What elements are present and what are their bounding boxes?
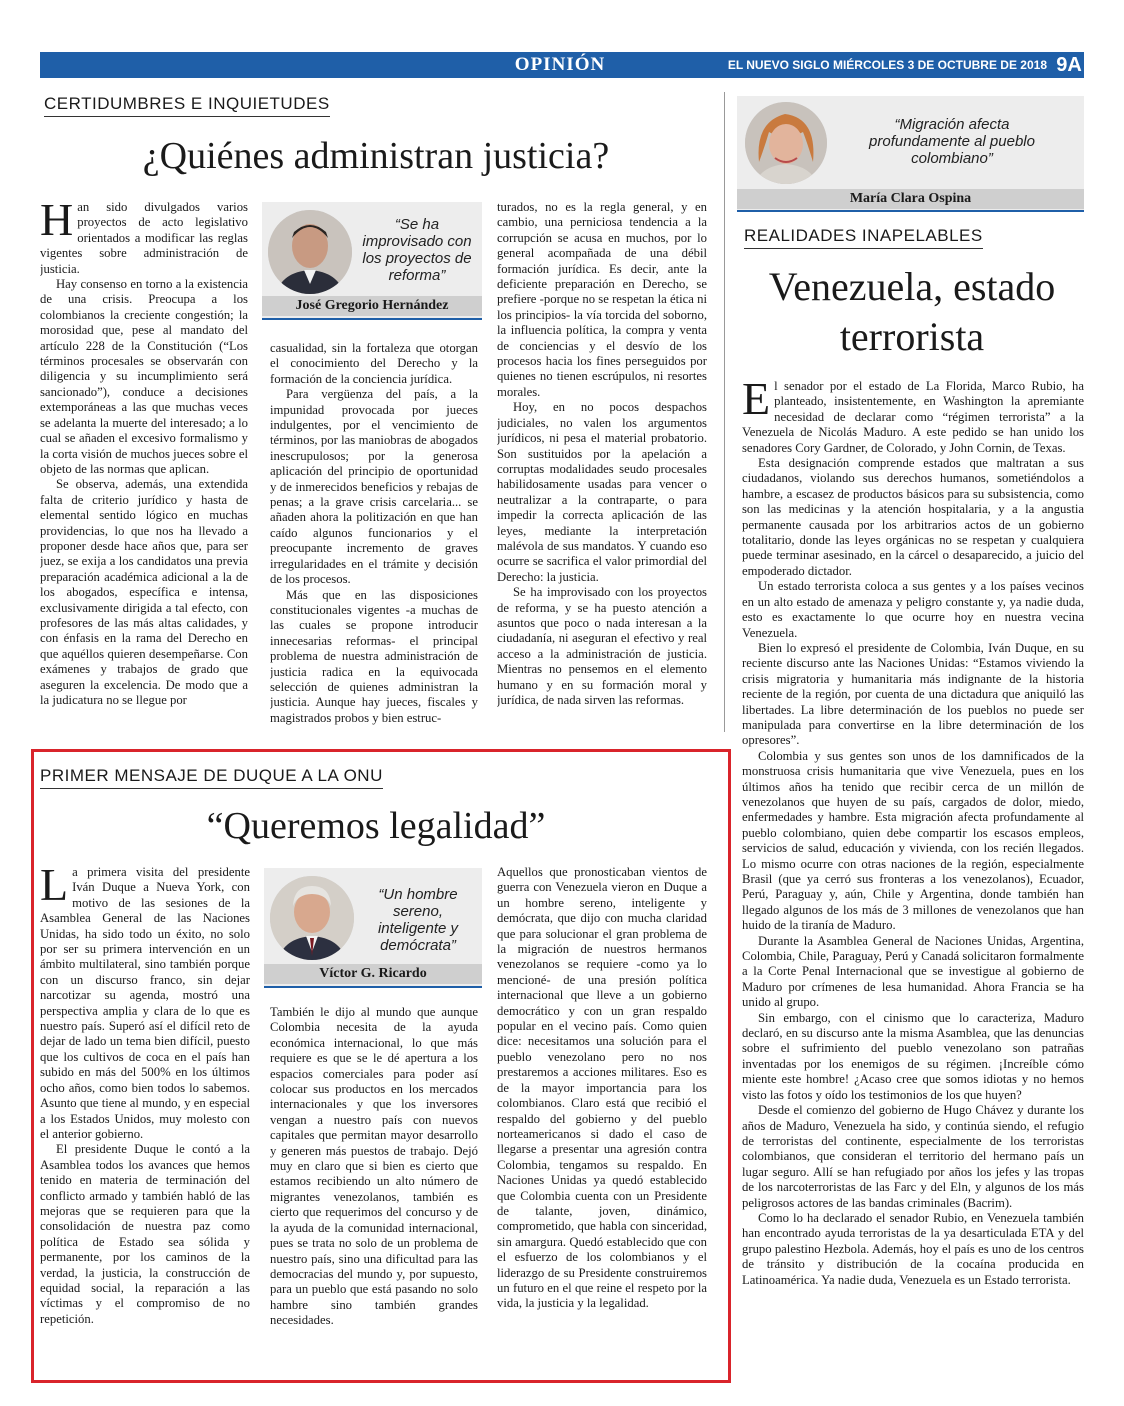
article2-quote-box [264, 868, 482, 988]
article2-author: Víctor G. Ricardo [264, 964, 482, 984]
article1-author: José Gregorio Hernández [262, 296, 482, 316]
article2-column-2 [270, 1005, 478, 1365]
article3-author: María Clara Ospina [737, 189, 1084, 209]
article3-body [742, 379, 1084, 1369]
paragraph: Desde el comienzo del gobierno de Hugo Chávez y durante los años de Maduro, Venezuela ha sido, y continúa siendo, el refugio de terroristas del continente, especialmente de los terroristas colombianos, que consideran el territorio del hermano país un lugar seguro. Allí se han refugiado por años los jefes y las tropas de los narcoterroristas de las Farc y del Eln, y algunos de los más peligrosos actores de las bandas criminales (Bacrim). [742, 1103, 1084, 1210]
article1-dropcap: H [40, 200, 74, 245]
paragraph: El presidente Duque le contó a la Asamblea todos los avances que hemos tenido en materia de terminación del conflicto armado y también habló de las mejoras que se requieren para que la consolidación de nuestra paz como política de Estado sea sólida y permanente, por los caminos de la verdad, la justicia, la construcción de equidad social, la reparación a las víctimas y el compromiso de no repetición. [40, 1142, 250, 1326]
paragraph: Esta designación comprende estados que maltratan a sus ciudadanos, violando sus derechos humanos, sometiéndolos a hambre, a escasez de productos básicos para su subsistencia, como son las medicinas y la atención hospitalaria, y a la angustia permanente causada por los arbitrarios actos de un gobierno totalitario, donde las leyes orgánicas no se respetan y cualquiera puede terminar asesinado, en la cárcel o desaparecido, a juicio del empoderado dictador. [742, 456, 1084, 578]
paragraph: También le dijo al mundo que aunque Colombia necesita de la ayuda económica internacional, lo que más requiere es que se le dé apertura a los espacios comerciales para poder así colocar sus productos en los mercados internacionales y que los inversores vengan a nuestro país con nuevos capitales que permitan mayor desarrollo y generen más puestos de trabajo. Dejó muy en claro que si bien es cierto que estamos recibiendo un alto número de migrantes venezolanos, también es cierto que requerimos del concurso y de la ayuda de la comunidad internacional, pues se trata no solo de un problema de nuestro país, sino una dificultad para las democracias del mundo y, por supuesto, para un pueblo que está pasando no solo hambre sino también grandes necesidades. [270, 1005, 478, 1328]
article3-headline: Venezuela, estado terrorista [768, 264, 1056, 359]
author-photo-jose-gregorio [268, 210, 352, 294]
paragraph: Hoy, en no pocos despachos judiciales, no valen los argumentos jurídicos, ni pesa el material probatorio. Son sustituidos por la apelación a corruptas modalidades seudo procesales habilidosamente usadas para vencer o neutralizar a la contraparte, o para impedir la correcta aplicación de las leyes, mediante la interpretación malévola de sus mandatos. Y cuando eso ocurre se sacrifica el valor primordial del Derecho: la justicia. [497, 400, 707, 584]
article1-column-1 [40, 200, 248, 750]
article3-quote-box [737, 96, 1084, 212]
author-photo-victor-ricardo [270, 876, 354, 960]
paragraph: Durante la Asamblea General de Naciones Unidas, Argentina, Colombia, Chile, Paraguay, Perú y Canadá solicitaron formalmente a la Corte Penal Internacional que se investigue al gobierno de Maduro por crímenes de lesa humanidad. Ahora Francia se ha unido al grupo. [742, 933, 1084, 1010]
paragraph: Se observa, además, una extendida falta de criterio jurídico y hasta de elemental sentido lógico en muchas providencias, lo que nos ha llevado a proponer desde hace años que, para ser juez, se exija a los candidatos una previa preparación académica adicional a la de los abogados, específica e intensa, exclusivamente dirigida a tal efecto, con profesores de las más altas calidades, y con énfasis en la rama del Derecho en que aquéllos quieren desempeñarse. Con exámenes y trabajos de grado que aseguren la excelencia. De modo que a la judicatura no se llegue por [40, 477, 248, 707]
article2-column-3 [497, 865, 707, 1365]
paragraph: turados, no es la regla general, y en cambio, una perniciosa tendencia a la corrupción se acusa en muchos, por lo general acompañada de una débil formación jurídica. Es decir, ante la deficiente preparación en Derecho, se prefiere -porque no se respetan la ética ni los principios- la vía torcida del soborno, la influencia política, la compra y venta de conciencias y el desvío de los procesos hacia los fines perseguidos por quienes no tienen escrúpulos, ni resortes morales. [497, 200, 707, 399]
paragraph: casualidad, sin la fortaleza que otorgan el conocimiento del Derecho y la formación de la conciencia jurídica. [270, 341, 478, 386]
article1-column-2 [270, 341, 478, 741]
article2-quote: “Un hombre sereno, inteligente y demócrata” [377, 886, 459, 954]
paragraph: Se ha improvisado con los proyectos de reforma, y se ha puesto atención a asuntos que poco o nada interesan a la ciudadanía, ni aseguran el efectivo y real acceso a la administración de justicia. Mientras no pensemos en el elemento humano y en su formación moral y jurídica, de nada sirven las reformas. [497, 585, 707, 707]
article2-headline: “Queremos legalidad” [206, 805, 546, 847]
paragraph: Hay consenso en torno a la existencia de una crisis. Preocupa a los colombianos la creciente congestión; la morosidad que, pese al mandato del artículo 228 de la Constitución (“Los términos procesales se observarán con diligencia y su incumplimiento será sancionado”), conduce a decisiones extemporáneas a las que muchas veces se adelanta la muerte del interesado; a lo cual se añaden el excesivo formalismo y la corta visión de muchos jueces sobre el objeto de las normas que aplican. [40, 277, 248, 476]
article1-column-3 [497, 200, 707, 740]
paragraph: Un estado terrorista coloca a sus gentes y a los países vecinos en un alto estado de amenaza y peligro constante y, ya nadie duda, esto es exactamente lo que ocurre hoy en nuestra vecina Venezuela. [742, 579, 1084, 640]
article2-column-1 [40, 865, 250, 1365]
page-number: 9A [1056, 54, 1082, 76]
paragraph: a primera visita del presidente Iván Duque a Nueva York, con motivo de las sesiones de la Asamblea General de las Naciones Unidas, ha sido todo un éxito, no solo por ser su primera intervención en un ámbito multilateral, sino también porque con un discurso franco, sin dejar narcotizar su agenda, mostró una perspectiva amplia y clara de lo que es nuestro país. Superó así el difícil reto de dejar de lado un tema bien difícil, puesto que los cultivos de coca en el país han subido en más del 500% en los últimos ocho años, como bien todos lo sabemos. Asunto que tiene al mundo, y en especial a los Estados Unidos, muy molesto con el anterior gobierno. [40, 865, 250, 1141]
article1-quote-box [262, 202, 482, 320]
paragraph: Sin embargo, con el cinismo que lo caracteriza, Maduro declaró, en su discurso ante la misma Asamblea, que las denuncias sobre el sufrimiento del pueblo venezolano son patrañas inventadas por los enemigos de su régimen. ¡Increíble cómo miente este hombre! ¿Acaso cree que somos idiotas y no hemos visto las fotos y oído los testimonios de los que huyen? [742, 1010, 1084, 1102]
paragraph: l senador por el estado de La Florida, Marco Rubio, ha planteado, insistentemente, en Washington la apremiante necesidad de declarar como “régimen terrorista” a la Venezuela de Nicolás Maduro. A este pedido se han unido los senadores Cory Gardner, de Colorado, y John Cornin, de Texas. [742, 379, 1084, 455]
article3-dropcap: E [742, 379, 771, 424]
column-divider [724, 92, 725, 732]
paragraph: an sido divulgados varios proyectos de acto legislativo orientados a modificar las reglas vigentes sobre administración de justicia. [40, 200, 248, 276]
author-photo-maria-clara [745, 102, 827, 184]
article1-kicker: CERTIDUMBRES E INQUIETUDES [44, 93, 330, 117]
article3-kicker: REALIDADES INAPELABLES [744, 225, 983, 249]
article3-quote: “Migración afecta profundamente al pueblo colombiano” [869, 116, 1035, 167]
paragraph: Aquellos que pronosticaban vientos de guerra con Venezuela vieron en Duque a un hombre sereno, inteligente y demócrata, que dijo con mucha claridad que para solucionar el gran problema de la migración de nuestros hermanos venezolanos se requiere -como ya lo mencioné- de una presión política internacional que lleve a un gobierno democrático y con un gran respaldo popular en el vecino país. Como quien dice: necesitamos una solución para el pueblo venezolano pero no nos prestaremos a acciones militares. Eso es de la mayor importancia para los colombianos. Claro está que recibió el respaldo del gobierno y del pueblo norteamericanos si dado el caso de llegarse a presentar una agresión contra Colombia, tengamos su respaldo. En Naciones Unidas ya quedó establecido que Colombia cuenta con un Presidente de talante, joven, dinámico, comprometido, que habla con sinceridad, sin amargura. Quedó establecido que con el esfuerzo de los colombianos y el liderazgo de su Presidente construiremos un futuro en el que reine el respeto por la vida, la justicia y la legalidad. [497, 865, 707, 1311]
paragraph: Para vergüenza del país, a la impunidad provocada por jueces indulgentes, por el vencimiento de términos, por las maniobras de abogados inescrupulosos; por la generosa aplicación del principio de oportunidad y de inmerecidos beneficios y rebajas de penas; a la grave crisis carcelaria... se añaden ahora la politización en que han caído algunos funcionarios y el preocupante incremento de graves irregularidades en el trámite y decisión de los procesos. [270, 387, 478, 587]
article2-kicker: PRIMER MENSAJE DE DUQUE A LA ONU [40, 765, 383, 789]
paragraph: Más que en las disposiciones constitucionales vigentes -a muchas de las cuales se propone introducir innecesarias reformas- el principal problema de nuestra administración de justicia radica en la equivocada selección de quienes administran la justicia. Aunque hay jueces, fiscales y magistrados probos y bien estruc- [270, 587, 478, 725]
article1-quote: “Se ha improvisado con los proyectos de reforma” [362, 216, 472, 284]
paragraph: Colombia y sus gentes son unos de los damnificados de la monstruosa crisis humanitaria que vive Venezuela, pues en los últimos años ha tenido que recibir cerca de un millón de venezolanos que huyen de su país, cargados de dolor, miedo, enfermedades y hambre. Esta migración afecta profundamente al pueblo colombiano, quien debe compartir los escasos empleos, servicios de salud, educación y vivienda, con los recién llegados. Lo mismo ocurre con otras naciones de la región, especialmente Brasil (que ya cerró sus fronteras a los venezolanos), Ecuador, Perú, Paraguay y, aún, Chile y Argentina, donde también han llegado algunos de los más de 3 millones de venezolanos que han huido de la tiranía de Maduro. [742, 748, 1084, 933]
article1-headline: ¿Quiénes administran justicia? [142, 135, 610, 177]
section-title: OPINIÓN [514, 54, 606, 75]
article2-dropcap: L [40, 865, 69, 910]
paragraph: Como lo ha declarado el senador Rubio, en Venezuela también han encontrado ayuda terroristas de la ya desarticulada ETA y del grupo palestino Hezbola. Además, hoy el país es uno de los centros de tránsito y distribución de la cocaína producida en Latinoamérica. Ya nadie duda, Venezuela es un Estado terrorista. [742, 1210, 1084, 1287]
paragraph: Bien lo expresó el presidente de Colombia, Iván Duque, en su reciente discurso ante las Naciones Unidas: “Estamos viviendo la crisis migratoria y humanitaria más indignante de la historia reciente de la región, por cuenta de una dictadura que aniquiló las libertades. La libre determinación de los pueblos no puede ser manipulada para convertirse en la libre determinación de los opresores”. [742, 640, 1084, 748]
dateline: EL NUEVO SIGLO MIÉRCOLES 3 DE OCTUBRE DE 2018 [727, 58, 1047, 72]
